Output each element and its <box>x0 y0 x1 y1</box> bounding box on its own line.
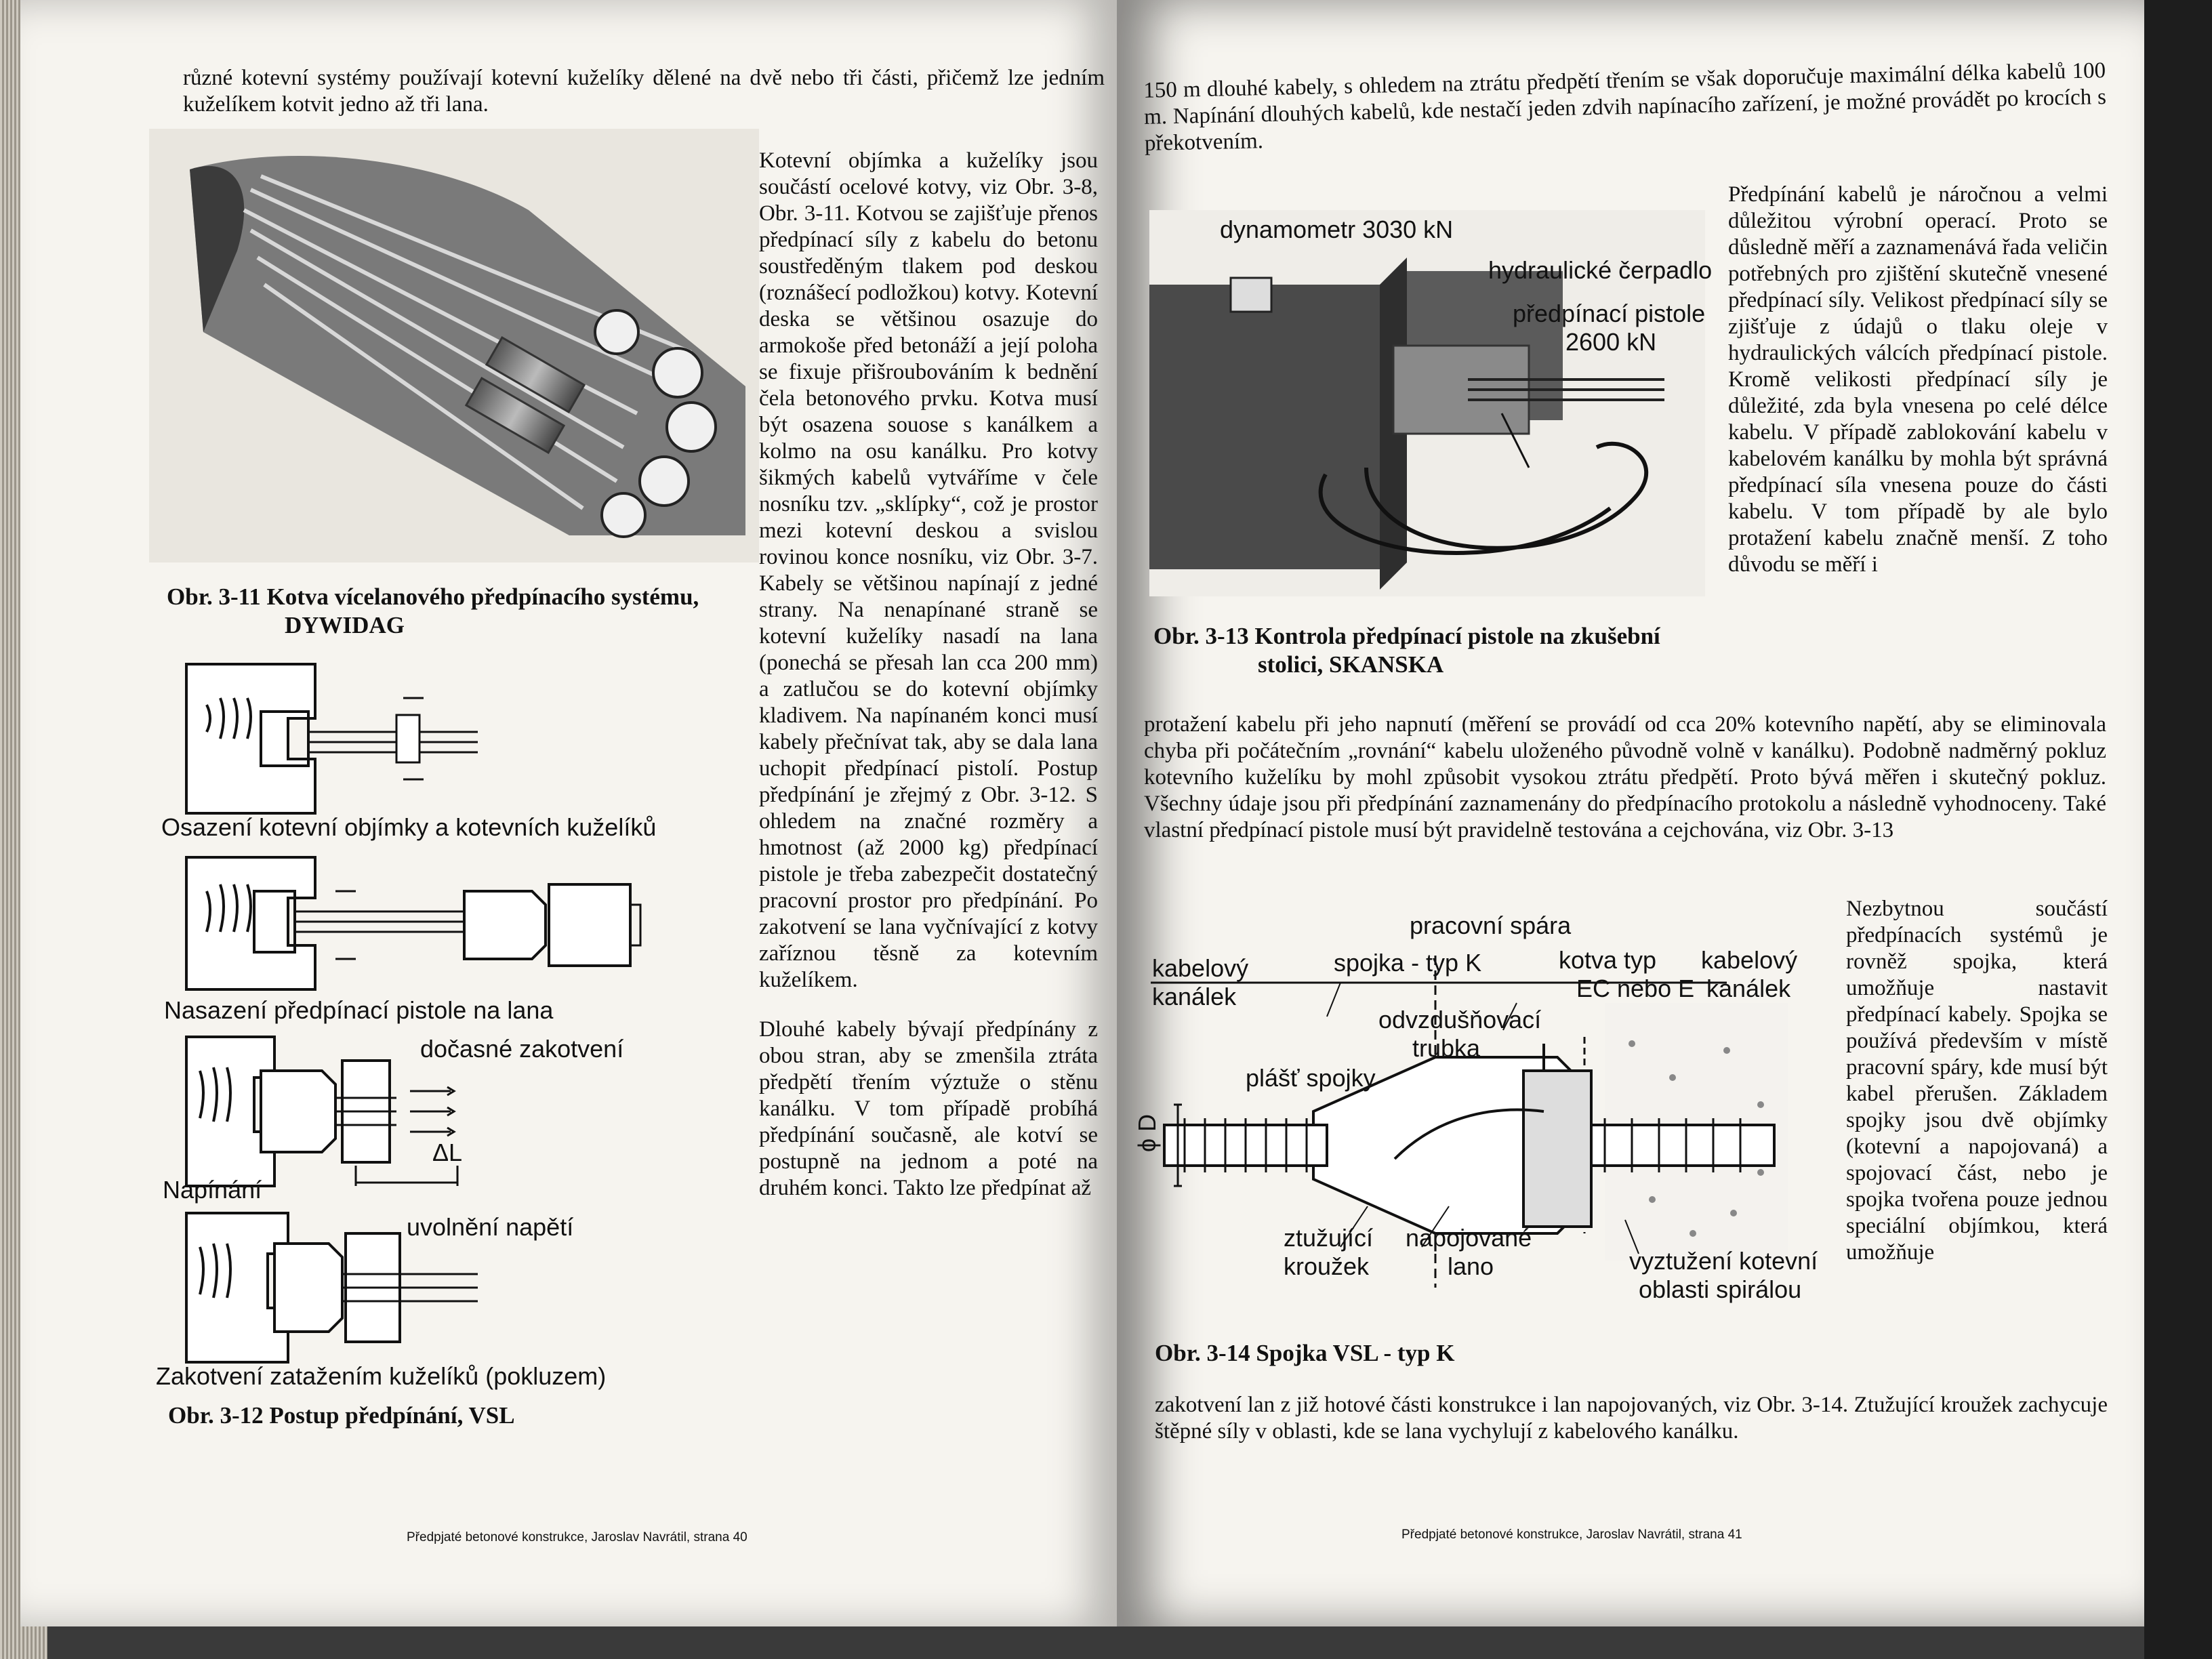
diagram-label-kotva-1: kotva typ <box>1559 946 1657 974</box>
right-footer: Předpjaté betonové konstrukce, Jaroslav Navrátil, strana 41 <box>1401 1528 1742 1542</box>
step4-label: Zakotvení zatažením kuželíků (pokluzem) <box>156 1362 607 1390</box>
diagram-label-kanalek-right-2: kanálek <box>1706 975 1791 1002</box>
diagram-label-vyztuzeni-1: vyztužení kotevní <box>1629 1247 1818 1275</box>
photo-label-jack-1: předpínací pistole <box>1513 300 1706 327</box>
fig14-caption: Obr. 3-14 Spojka VSL - typ K <box>1155 1340 1455 1366</box>
left-page <box>20 0 1117 1626</box>
diagram-label-ztuzujici-2: kroužek <box>1284 1252 1370 1280</box>
background-edge <box>2144 0 2212 1659</box>
diagram-label-odvzdusnovaci-1: odvzdušňovací <box>1378 1006 1542 1033</box>
right-page <box>1117 0 2144 1626</box>
left-intro: různé kotevní systémy používají kotevní kuželíky dělené na dvě nebo tři části, přičemž lze jedním kuželíkem kotvit jedno až tři lana. <box>183 66 1105 117</box>
fig13-caption-line1: Obr. 3-13 Kontrola předpínací pistole na zkušební <box>1153 623 1660 649</box>
diagram-label-napojovane-2: lano <box>1448 1252 1494 1280</box>
diagram-label-kanalek-left-2: kanálek <box>1152 983 1237 1010</box>
photo-label-pump: hydraulické čerpadlo <box>1488 256 1713 284</box>
diagram-label-pracovni-spara: pracovní spára <box>1410 912 1572 939</box>
left-col-paragraph-1: Kotevní objímka a kuželíky jsou součástí ocelové kotvy, viz Obr. 3-8, Obr. 3-11. Kotvou se zajišťuje přenos předpínací síly z kabelu do betonu soustředěným tlakem pod deskou (roznášecí podložkou) kotvy. Kotevní deska se většinou osazuje do armokoše před betonáží a její poloha se fixuje přišroubováním k bednění čela betonového prvku. Kotva musí být osazena souose s kanálkem a kolmo na osu kanálku. Pro kotvy šikmých kabelů vytváříme v čele nosníku tzv. „sklípky“, což je prostor mezi kotevní deskou a svislou rovinou konce nosníku, viz Obr. 3-7. Kabely se většinou napínají z jedné strany. Na nenapínané straně se kotevní kuželíky nasadí na lana (ponechá se přesah lan cca 200 mm) a zatlučou se do kotevní objímky kladivem. Na napínaném konci musí kabely přečnívat tak, aby se dala lana uchopit předpínací pistolí. Postup předpínání je zřejmý z Obr. 3-12. S ohledem na značné rozměry a hmotnost (až 2000 kg) předpínací pistole je třeba zabezpečit dostatečný pracovní prostor pro předpínání. Po zakotvení se lana vyčnívající z kotvy zaříznou těsně za kotevním kuželíkem. <box>759 148 1098 992</box>
step2-diagram <box>180 851 640 996</box>
fig13-caption-line2: stolici, SKANSKA <box>1258 651 1444 678</box>
photo-label-jack-2: 2600 kN <box>1565 328 1657 356</box>
diagram-label-odvzdusnovaci-2: trubka <box>1412 1034 1481 1062</box>
diagram-label-napojovane-1: napojované <box>1406 1224 1532 1252</box>
diagram-label-kanalek-right-1: kabelový <box>1701 946 1798 974</box>
step3-delta: ΔL <box>432 1139 463 1166</box>
photo-label-dynamometer: dynamometr 3030 kN <box>1220 216 1454 243</box>
step1-diagram <box>180 657 498 820</box>
step2-label: Nasazení předpínací pistole na lana <box>164 996 554 1024</box>
right-col2-paragraph: Nezbytnou součástí předpínacích systémů je rovněž spojka, která umožňuje nastavit předpínací kabely. Spojka se používá především v místě pracovní spáry, kde musí být kabel přerušen. Základem spojky jsou dvě objímky (kotevní a napojovaná) a spojovací část, nebo je spojka tvořena pouze jednou speciální objímkou, která umožňuje <box>1846 897 2108 1265</box>
fig11-caption-line1: Obr. 3-11 Kotva vícelanového předpínacího systému, <box>167 583 699 610</box>
diagram-label-kotva-2: EC nebo E <box>1576 975 1695 1002</box>
diagram-label-kanalek-left-1: kabelový <box>1152 954 1249 982</box>
fig12-caption: Obr. 3-12 Postup předpínání, VSL <box>168 1402 515 1429</box>
left-column-text <box>759 148 1098 1218</box>
right-final-paragraph: zakotvení lan z již hotové části konstrukce i lan napojovaných, viz Obr. 3-14. Ztužující kroužek zachycuje štěpné síly v oblasti, kde se lana vychylují z kabelového kanálku. <box>1155 1393 2108 1443</box>
step4-annotation: uvolnění napětí <box>407 1213 574 1241</box>
fig11-caption-line2: DYWIDAG <box>285 612 405 638</box>
diagram-label-spojka: spojka - typ K <box>1334 949 1482 977</box>
step3-label: Napínání <box>163 1176 262 1204</box>
diagram-label-plast: plášť spojky <box>1246 1064 1376 1092</box>
diagram-label-ztuzujici-1: ztužující <box>1284 1224 1374 1252</box>
step3-annotation: dočasné zakotvení <box>420 1035 624 1063</box>
step1-label: Osazení kotevní objímky a kotevních kuželíků <box>161 813 657 841</box>
anchor-photo <box>149 129 759 562</box>
left-col-paragraph-2: Dlouhé kabely bývají předpínány z obou stran, aby se zmenšila ztráta předpětí třením výztuže o stěnu kanálku. V tom případě probíhá předpínání současně, ale kotví se postupně na jednom a poté na druhém konci. Takto lze předpínat až <box>759 1017 1098 1200</box>
right-col-paragraph: Předpínání kabelů je náročnou a velmi důležitou výrobní operací. Proto se důsledně měří a zaznamenává řada veličin potřebných pro zjištění skutečně vnesené předpínací síly. Velikost předpínací síly se zjišťuje z údajů o tlaku oleje v hydraulických válcích předpínací pistole. Kromě velikosti předpínací síly je důležité, zda byla vnesena po celé délce kabelu. V případě zablokování kabelu v kabelovém kanálku by mohla být správná předpínací síla vnesena pouze do části kabelu. V tom případě by ale bylo protažení kabelu značně menší. Z toho důvodu se měří i <box>1728 182 2108 577</box>
diagram-label-vyztuzeni-2: oblasti spirálou <box>1639 1275 1802 1303</box>
diagram-label-phi-d: ϕ D <box>1133 1113 1161 1152</box>
left-footer: Předpjaté betonové konstrukce, Jaroslav Navrátil, strana 40 <box>407 1530 747 1544</box>
right-full-paragraph: protažení kabelu při jeho napnutí (měření se provádí od cca 20% kotevního napětí, aby se eliminovala chyba při počátečním „rovnání“ kabelu uloženého původně volně v kanálku). Podobně nadměrný pokluz kotevního kuželíku by mohl způsobit vysokou ztrátu předpětí. Proto bývá měřen i skutečný pokluz. Všechny údaje jsou při předpínání zaznamenány do předpínacího protokolu a následně vyhodnoceny. Také vlastní předpínací pistole musí být pravidelně testována a cejchována, viz Obr. 3-13 <box>1144 712 2106 842</box>
right-intro: 150 m dlouhé kabely, s ohledem na ztrátu předpětí třením se však doporučuje maximální délka kabelů 100 m. Napínání dlouhých kabelů, kde nestačí jeden zdvih napínacího zařízení, je možné provádět po krocích s překotvením. <box>1143 58 2107 156</box>
